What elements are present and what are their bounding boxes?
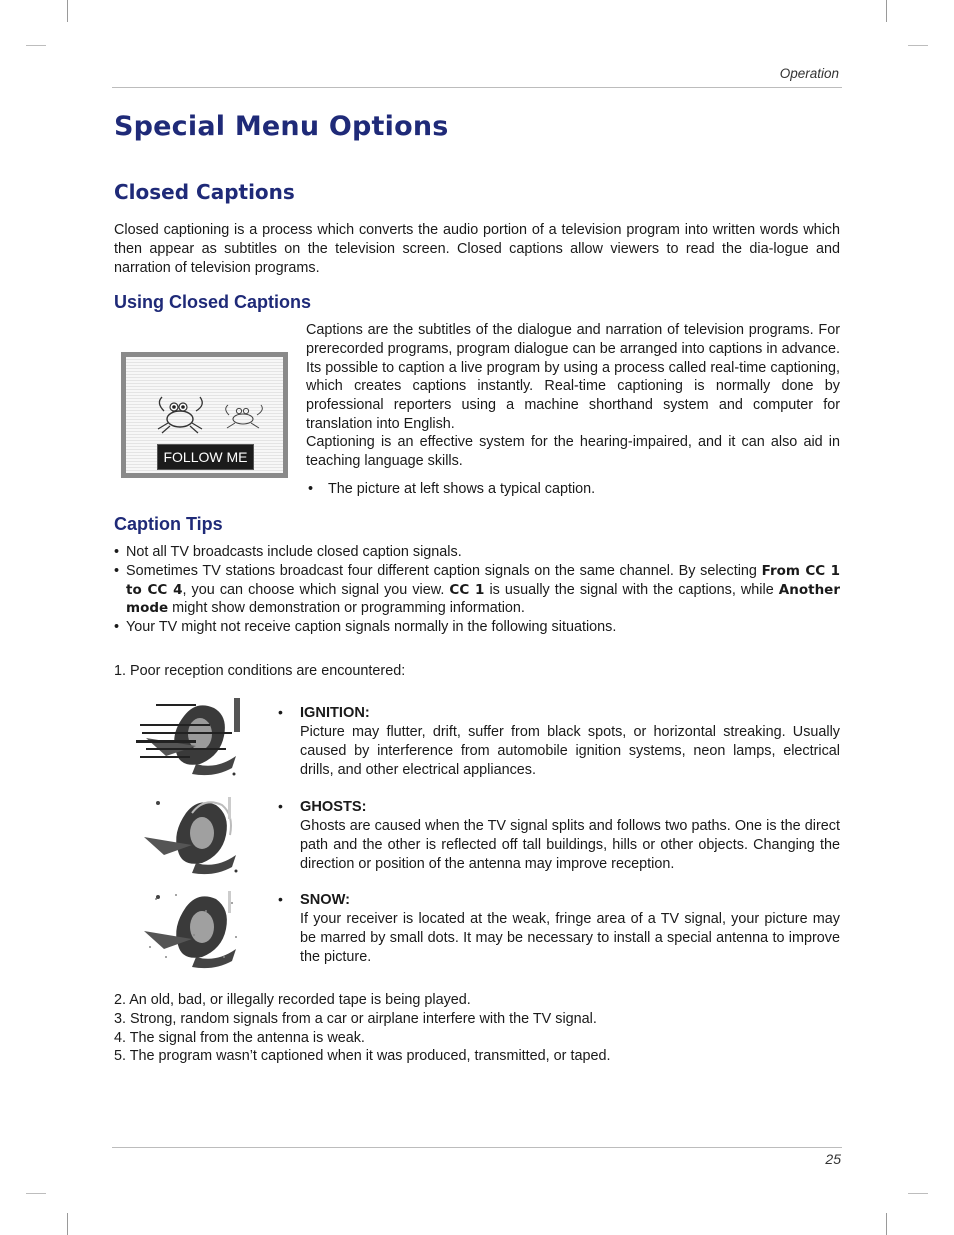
snow-heading: SNOW: (300, 892, 350, 908)
crop-mark (26, 45, 46, 46)
tip-text: Not all TV broadcasts include closed caption signals. (126, 544, 462, 560)
bullet-dot: • (278, 891, 283, 907)
cc-range-term: From CC 1 to CC 4 (126, 562, 840, 598)
list-item (114, 562, 840, 618)
other-situations-list (114, 991, 840, 1066)
small-crab-icon (221, 403, 269, 431)
list-item (114, 618, 840, 637)
tip-text: might show demonstration or programming information. (168, 600, 525, 617)
footer-rule (112, 1147, 842, 1148)
list-item (114, 543, 840, 562)
bullet-dot: • (308, 481, 314, 497)
crop-mark (886, 1213, 887, 1235)
crop-mark (886, 0, 887, 22)
snow-description: If your receiver is located at the weak, fringe area of a TV signal, your picture may be marred by small dots. It may be necessary to install a special antenna to improve the picture. (300, 911, 840, 965)
bullet-dot: • (114, 619, 120, 636)
bullet-dot: • (278, 798, 283, 814)
section-label: Operation (779, 66, 839, 81)
another-mode-term: Another mode (126, 581, 840, 617)
subheading-using-closed-captions: Using Closed Captions (114, 292, 312, 312)
tip-text: Your TV might not receive caption signals normally in the following situations. (126, 619, 617, 636)
list-item: 5. The program wasn’t captioned when it was produced, transmitted, or taped. (114, 1048, 611, 1065)
tip-text: is usually the signal with the captions, while (484, 581, 779, 598)
subheading-caption-tips: Caption Tips (114, 514, 223, 534)
ghosts-description: Ghosts are caused when the TV signal splits and follows two paths. One is the direct path and the other is reflected off tall buildings, hills or other objects. Changing the direction or position of the antenna may improve reception. (300, 818, 840, 872)
crop-mark (67, 0, 68, 22)
intro-paragraph: Closed captioning is a process which converts the audio portion of a television program into written words which then appear as subtitles on the television screen. Closed captions allow viewers to read the dia-logue and narration of television programs. (114, 222, 840, 276)
caption-text-box: FOLLOW ME (157, 444, 254, 470)
bullet-dot: • (114, 544, 120, 560)
crop-mark (908, 1193, 928, 1194)
list-item: 4. The signal from the antenna is weak. (114, 1029, 365, 1046)
tip-text: Sometimes TV stations broadcast four different caption signals on the same channel. By selecting (126, 562, 762, 579)
ignition-description: Picture may flutter, drift, suffer from black spots, or horizontal streaking. Usually caused by interference from automobile ignition systems, neon lamps, electrical drills, and other electrical appliances. (300, 724, 840, 778)
cc1-term: CC 1 (449, 581, 485, 598)
using-captions-paragraph: Captions are the subtitles of the dialogue and narration of television programs. For prerecorded programs, program dialogue can be arranged into captions in advance. Its possible to caption a live program by using a process called real-time captioning, which creates captions instantly. Real-time captioning is normally done by professional reporters using a machine shorthand system and computer for translation into English. (306, 322, 840, 432)
ignition-heading: IGNITION: (300, 705, 370, 721)
list-item: 2. An old, bad, or illegally recorded tape is being played. (114, 992, 471, 1008)
tip-text: , you can choose which signal you view. (182, 581, 450, 598)
tv-screen (126, 357, 283, 473)
ignition-interference-photo (136, 694, 246, 778)
list-item: 3. Strong, random signals from a car or airplane interfere with the TV signal. (114, 1010, 597, 1027)
picture-note-bullet (308, 480, 838, 499)
crop-mark (26, 1193, 46, 1194)
ghosts-heading: GHOSTS: (300, 799, 367, 815)
captioning-benefit-paragraph: Captioning is an effective system for the hearing-impaired, and it can also aid in teaching language skills. (306, 434, 840, 469)
snow-interference-photo (136, 887, 246, 971)
picture-note-text: The picture at left shows a typical caption. (328, 481, 596, 497)
bullet-dot: • (114, 562, 120, 579)
crop-mark (67, 1213, 68, 1235)
caption-tips-list (114, 543, 840, 637)
bullet-dot: • (278, 704, 283, 720)
ghosts-interference-photo (136, 793, 246, 877)
poor-reception-item: 1. Poor reception conditions are encountered: (114, 663, 406, 679)
crop-mark (908, 45, 928, 46)
header-rule (112, 87, 842, 88)
tv-caption-illustration (121, 352, 288, 478)
crab-cartoon-icon (152, 393, 214, 435)
section-heading-closed-captions: Closed Captions (114, 180, 295, 204)
page-number: 25 (825, 1151, 841, 1167)
page-title: Special Menu Options (114, 111, 449, 142)
